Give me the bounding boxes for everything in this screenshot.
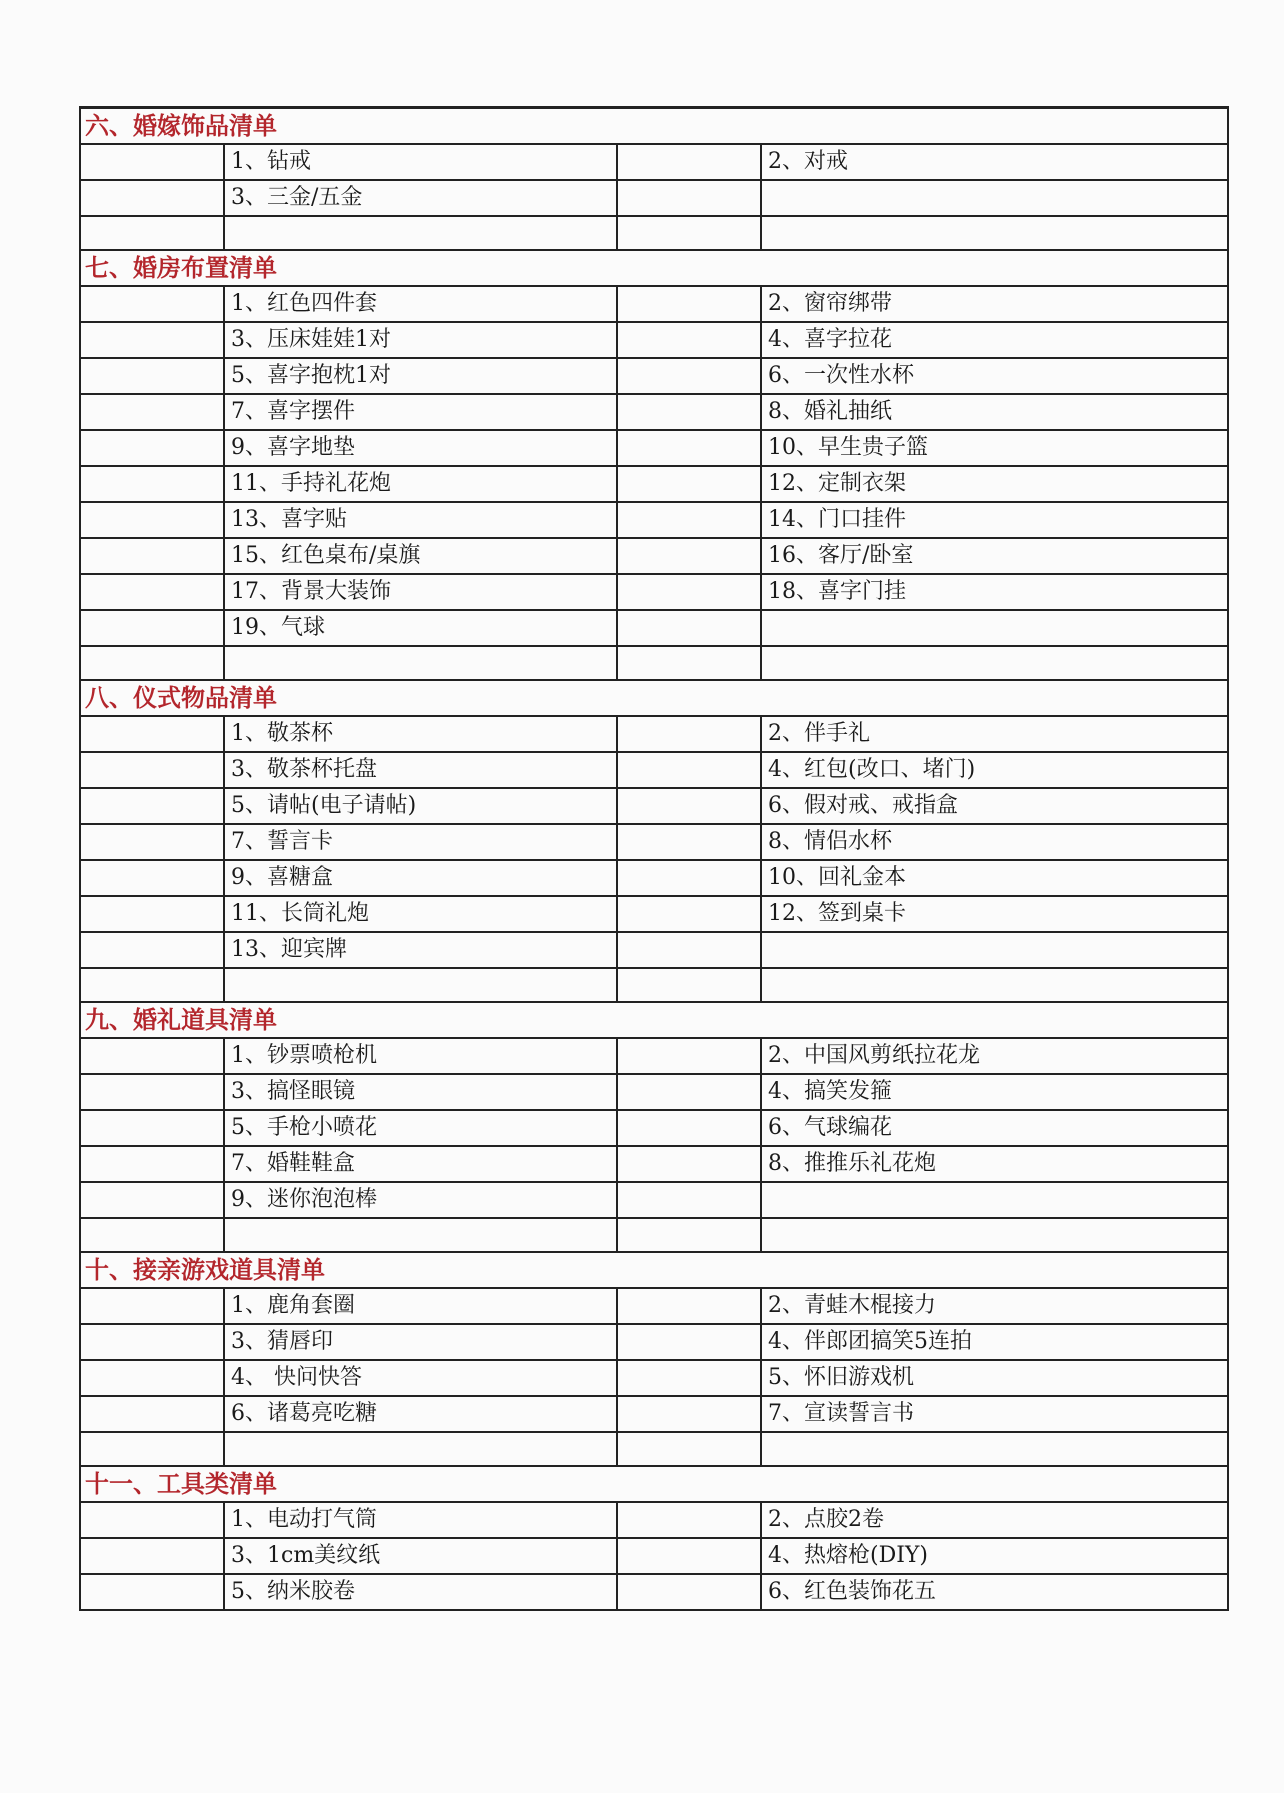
item-left-cell xyxy=(224,216,617,250)
table-row xyxy=(80,860,1228,896)
index-cell xyxy=(80,968,224,1002)
item-right-cell xyxy=(761,610,1228,646)
item-right-cell: 2、对戒 xyxy=(761,144,1228,180)
spacer-cell xyxy=(617,1182,761,1218)
index-cell xyxy=(80,824,224,860)
spacer-cell xyxy=(617,932,761,968)
item-left-cell: 3、压床娃娃1对 xyxy=(224,322,617,358)
item-left-cell: 4、 快问快答 xyxy=(224,1360,617,1396)
item-right-cell: 2、青蛙木棍接力 xyxy=(761,1288,1228,1324)
table-row xyxy=(80,752,1228,788)
index-cell xyxy=(80,1182,224,1218)
wedding-checklist-table xyxy=(79,106,1229,1611)
spacer-cell xyxy=(617,322,761,358)
index-cell xyxy=(80,1396,224,1432)
item-right-cell xyxy=(761,180,1228,216)
spacer-cell xyxy=(617,430,761,466)
item-right-cell: 4、热熔枪(DIY) xyxy=(761,1538,1228,1574)
spacer-cell xyxy=(617,216,761,250)
item-right-cell xyxy=(761,932,1228,968)
index-cell xyxy=(80,896,224,932)
table-row xyxy=(80,502,1228,538)
item-right-cell: 10、早生贵子篮 xyxy=(761,430,1228,466)
item-left-cell: 17、背景大装饰 xyxy=(224,574,617,610)
table-row xyxy=(80,286,1228,322)
index-cell xyxy=(80,322,224,358)
index-cell xyxy=(80,1218,224,1252)
index-cell xyxy=(80,1538,224,1574)
index-cell xyxy=(80,1288,224,1324)
table-row xyxy=(80,358,1228,394)
spacer-cell xyxy=(617,394,761,430)
index-cell xyxy=(80,180,224,216)
item-right-cell: 2、点胶2卷 xyxy=(761,1502,1228,1538)
item-right-cell xyxy=(761,216,1228,250)
spacer-cell xyxy=(617,502,761,538)
spacer-cell xyxy=(617,1432,761,1466)
blank-row xyxy=(80,1432,1228,1466)
spacer-cell xyxy=(617,896,761,932)
spacer-cell xyxy=(617,1324,761,1360)
index-cell xyxy=(80,1110,224,1146)
item-left-cell xyxy=(224,968,617,1002)
spacer-cell xyxy=(617,144,761,180)
spacer-cell xyxy=(617,752,761,788)
spacer-cell xyxy=(617,610,761,646)
index-cell xyxy=(80,716,224,752)
item-left-cell: 5、手枪小喷花 xyxy=(224,1110,617,1146)
spacer-cell xyxy=(617,1110,761,1146)
item-left-cell: 1、电动打气筒 xyxy=(224,1502,617,1538)
index-cell xyxy=(80,1324,224,1360)
item-right-cell: 6、红色装饰花五 xyxy=(761,1574,1228,1610)
table-row xyxy=(80,1502,1228,1538)
item-left-cell: 7、誓言卡 xyxy=(224,824,617,860)
blank-row xyxy=(80,1218,1228,1252)
table-row xyxy=(80,1074,1228,1110)
table-row xyxy=(80,1288,1228,1324)
table-row xyxy=(80,1146,1228,1182)
index-cell xyxy=(80,502,224,538)
item-left-cell: 3、搞怪眼镜 xyxy=(224,1074,617,1110)
index-cell xyxy=(80,610,224,646)
item-right-cell xyxy=(761,1218,1228,1252)
item-left-cell: 11、长筒礼炮 xyxy=(224,896,617,932)
index-cell xyxy=(80,286,224,322)
item-left-cell: 5、请帖(电子请帖) xyxy=(224,788,617,824)
section-header-row xyxy=(80,1466,1228,1502)
item-right-cell: 8、婚礼抽纸 xyxy=(761,394,1228,430)
item-left-cell: 5、喜字抱枕1对 xyxy=(224,358,617,394)
table-row xyxy=(80,932,1228,968)
index-cell xyxy=(80,358,224,394)
item-right-cell: 8、情侣水杯 xyxy=(761,824,1228,860)
item-left-cell: 3、猜唇印 xyxy=(224,1324,617,1360)
item-right-cell: 14、门口挂件 xyxy=(761,502,1228,538)
item-right-cell: 18、喜字门挂 xyxy=(761,574,1228,610)
section-title: 六、婚嫁饰品清单 xyxy=(80,108,1228,145)
spacer-cell xyxy=(617,1574,761,1610)
index-cell xyxy=(80,1432,224,1466)
index-cell xyxy=(80,1502,224,1538)
spacer-cell xyxy=(617,466,761,502)
index-cell xyxy=(80,394,224,430)
table-row xyxy=(80,1360,1228,1396)
item-left-cell: 1、红色四件套 xyxy=(224,286,617,322)
index-cell xyxy=(80,860,224,896)
index-cell xyxy=(80,1146,224,1182)
item-left-cell: 3、1cm美纹纸 xyxy=(224,1538,617,1574)
item-right-cell: 8、推推乐礼花炮 xyxy=(761,1146,1228,1182)
spacer-cell xyxy=(617,1396,761,1432)
item-right-cell: 6、一次性水杯 xyxy=(761,358,1228,394)
item-left-cell: 1、敬茶杯 xyxy=(224,716,617,752)
index-cell xyxy=(80,430,224,466)
spacer-cell xyxy=(617,538,761,574)
section-title: 八、仪式物品清单 xyxy=(80,680,1228,716)
index-cell xyxy=(80,932,224,968)
spacer-cell xyxy=(617,574,761,610)
index-cell xyxy=(80,1574,224,1610)
item-left-cell: 11、手持礼花炮 xyxy=(224,466,617,502)
section-header-row xyxy=(80,108,1228,145)
table-row xyxy=(80,788,1228,824)
item-right-cell: 4、搞笑发箍 xyxy=(761,1074,1228,1110)
index-cell xyxy=(80,1360,224,1396)
spacer-cell xyxy=(617,824,761,860)
blank-row xyxy=(80,216,1228,250)
index-cell xyxy=(80,788,224,824)
blank-row xyxy=(80,646,1228,680)
spacer-cell xyxy=(617,646,761,680)
spacer-cell xyxy=(617,1538,761,1574)
item-left-cell: 13、迎宾牌 xyxy=(224,932,617,968)
table-row xyxy=(80,1396,1228,1432)
table-row xyxy=(80,1324,1228,1360)
table-row xyxy=(80,394,1228,430)
item-right-cell: 6、假对戒、戒指盒 xyxy=(761,788,1228,824)
index-cell xyxy=(80,1038,224,1074)
spacer-cell xyxy=(617,1288,761,1324)
item-left-cell: 9、迷你泡泡棒 xyxy=(224,1182,617,1218)
spacer-cell xyxy=(617,1360,761,1396)
spacer-cell xyxy=(617,358,761,394)
item-left-cell: 7、婚鞋鞋盒 xyxy=(224,1146,617,1182)
index-cell xyxy=(80,144,224,180)
item-right-cell: 10、回礼金本 xyxy=(761,860,1228,896)
item-right-cell: 4、喜字拉花 xyxy=(761,322,1228,358)
spacer-cell xyxy=(617,1218,761,1252)
item-left-cell xyxy=(224,1432,617,1466)
item-right-cell: 4、红包(改口、堵门) xyxy=(761,752,1228,788)
table-row xyxy=(80,574,1228,610)
table-row xyxy=(80,1538,1228,1574)
section-title: 九、婚礼道具清单 xyxy=(80,1002,1228,1038)
table-row xyxy=(80,322,1228,358)
table-row xyxy=(80,1038,1228,1074)
blank-row xyxy=(80,968,1228,1002)
item-left-cell: 3、敬茶杯托盘 xyxy=(224,752,617,788)
table-row xyxy=(80,1574,1228,1610)
checklist-body xyxy=(80,108,1228,1611)
item-right-cell: 4、伴郎团搞笑5连拍 xyxy=(761,1324,1228,1360)
item-right-cell xyxy=(761,968,1228,1002)
index-cell xyxy=(80,646,224,680)
index-cell xyxy=(80,538,224,574)
section-header-row xyxy=(80,680,1228,716)
section-title: 七、婚房布置清单 xyxy=(80,250,1228,286)
spacer-cell xyxy=(617,716,761,752)
index-cell xyxy=(80,574,224,610)
page-bottom-margin xyxy=(0,1656,1284,1793)
section-title: 十、接亲游戏道具清单 xyxy=(80,1252,1228,1288)
section-header-row xyxy=(80,250,1228,286)
table-row xyxy=(80,430,1228,466)
table-row xyxy=(80,144,1228,180)
item-left-cell: 3、三金/五金 xyxy=(224,180,617,216)
spacer-cell xyxy=(617,180,761,216)
item-left-cell: 7、喜字摆件 xyxy=(224,394,617,430)
item-right-cell xyxy=(761,1432,1228,1466)
spacer-cell xyxy=(617,1502,761,1538)
item-right-cell xyxy=(761,1182,1228,1218)
item-left-cell: 19、气球 xyxy=(224,610,617,646)
spacer-cell xyxy=(617,1146,761,1182)
item-right-cell: 2、窗帘绑带 xyxy=(761,286,1228,322)
item-right-cell: 6、气球编花 xyxy=(761,1110,1228,1146)
index-cell xyxy=(80,752,224,788)
item-right-cell: 12、签到桌卡 xyxy=(761,896,1228,932)
item-right-cell xyxy=(761,646,1228,680)
table-row xyxy=(80,896,1228,932)
item-right-cell: 5、怀旧游戏机 xyxy=(761,1360,1228,1396)
table-row xyxy=(80,1110,1228,1146)
item-left-cell xyxy=(224,1218,617,1252)
item-right-cell: 2、伴手礼 xyxy=(761,716,1228,752)
section-header-row xyxy=(80,1252,1228,1288)
index-cell xyxy=(80,216,224,250)
index-cell xyxy=(80,466,224,502)
spacer-cell xyxy=(617,286,761,322)
index-cell xyxy=(80,1074,224,1110)
spacer-cell xyxy=(617,968,761,1002)
item-left-cell xyxy=(224,646,617,680)
item-left-cell: 9、喜糖盒 xyxy=(224,860,617,896)
table-row xyxy=(80,1182,1228,1218)
table-row xyxy=(80,180,1228,216)
item-left-cell: 6、诸葛亮吃糖 xyxy=(224,1396,617,1432)
item-right-cell: 2、中国风剪纸拉花龙 xyxy=(761,1038,1228,1074)
item-left-cell: 1、钞票喷枪机 xyxy=(224,1038,617,1074)
item-left-cell: 5、纳米胶卷 xyxy=(224,1574,617,1610)
table-row xyxy=(80,538,1228,574)
table-row xyxy=(80,466,1228,502)
item-right-cell: 16、客厅/卧室 xyxy=(761,538,1228,574)
section-header-row xyxy=(80,1002,1228,1038)
item-left-cell: 1、钻戒 xyxy=(224,144,617,180)
item-left-cell: 13、喜字贴 xyxy=(224,502,617,538)
item-left-cell: 1、鹿角套圈 xyxy=(224,1288,617,1324)
section-title: 十一、工具类清单 xyxy=(80,1466,1228,1502)
spacer-cell xyxy=(617,1038,761,1074)
spacer-cell xyxy=(617,788,761,824)
table-row xyxy=(80,824,1228,860)
item-left-cell: 15、红色桌布/桌旗 xyxy=(224,538,617,574)
spacer-cell xyxy=(617,1074,761,1110)
spacer-cell xyxy=(617,860,761,896)
item-right-cell: 12、定制衣架 xyxy=(761,466,1228,502)
table-row xyxy=(80,610,1228,646)
item-left-cell: 9、喜字地垫 xyxy=(224,430,617,466)
item-right-cell: 7、宣读誓言书 xyxy=(761,1396,1228,1432)
table-row xyxy=(80,716,1228,752)
